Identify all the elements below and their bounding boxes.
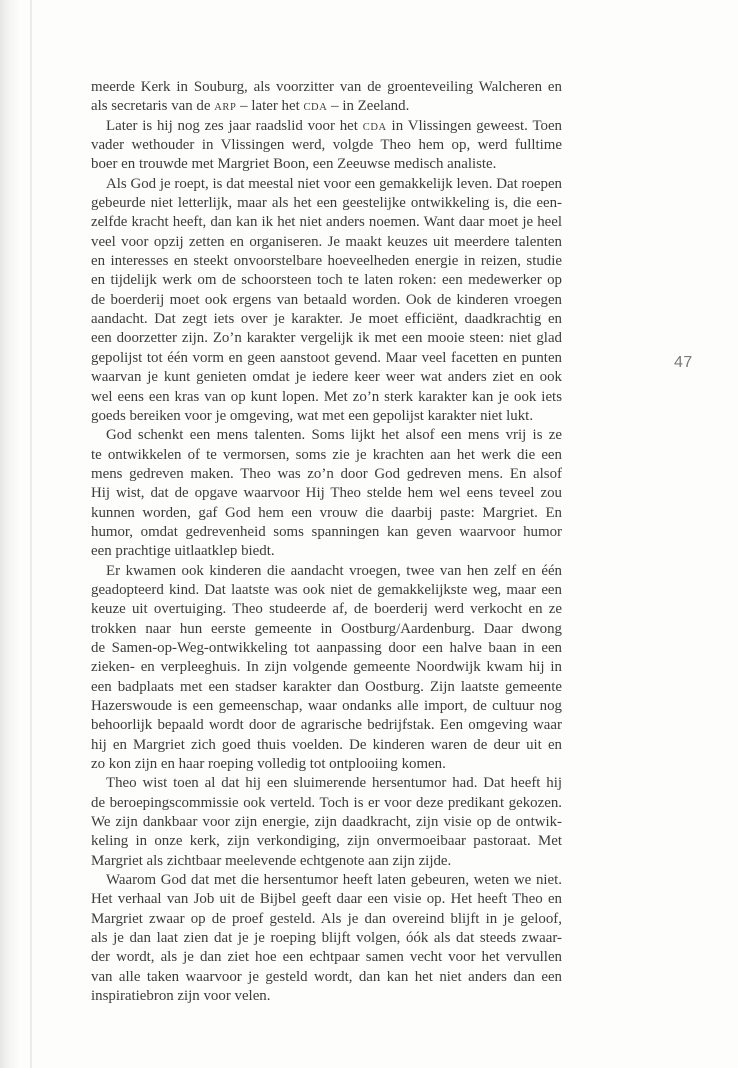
text-line: meerde Kerk in Souburg, als voorzitter van de groenteveiling Walcheren en: [91, 79, 562, 95]
text-line: en interesses en steekt onvoorstelbare hoeveelheden energie in reizen, studie: [91, 253, 562, 270]
text-line: boer en trouwde met Margriet Boon, een Zeeuwse medisch analiste.: [91, 156, 497, 173]
paragraph-6: [91, 774, 562, 871]
paragraph-7: [91, 871, 562, 1006]
spine-line: [30, 0, 32, 1068]
text-line: vader wethouder in Vlissingen werd, volgde Theo hem op, werd fulltime: [91, 137, 562, 154]
text-line: gepolijst tot één vorm en geen aanstoot gevend. Maar veel facetten en punten: [91, 349, 562, 366]
text-line: Margriet als zichtbaar meelevende echtgenote aan zijn zijde.: [91, 852, 452, 869]
text-line: goeds bereiken voor je omgeving, wat met een gepolijst karakter niet lukt.: [91, 407, 534, 424]
text-line: Als God je roept, is dat meestal niet voor een gemakkelijk leven. Dat roepen: [106, 175, 562, 192]
text-line: Waarom God dat met die hersentumor heeft laten gebeuren, weten we niet.: [106, 872, 562, 889]
spine-shadow: [0, 0, 20, 1068]
text-line: de boerderij moet ook ergens van betaald worden. Ook de kinderen vroegen: [91, 291, 562, 308]
text-line: de Samen-op-Weg-ontwikkeling tot aanpassing door een halve baan in een: [91, 639, 562, 656]
text-line: Het verhaal van Job uit de Bijbel geeft daar een visie op. Het heeft Theo en: [91, 891, 562, 908]
text-line: van alle taken waarvoor je gesteld wordt, dan kan het niet anders dan een: [91, 968, 562, 985]
text-line: inspiratiebron zijn voor velen.: [91, 988, 271, 1005]
text-line: te ontwikkelen of te vermorsen, soms zie je krachten aan het werk die een: [91, 446, 562, 463]
text-line: als secretaris van de ARP – later het CDA – in Zeeland.: [91, 98, 410, 115]
text-line: de beroepingscommissie ook verteld. Toch is er voor deze predikant gekozen.: [91, 794, 562, 811]
text-line: Margriet zwaar op de proef gesteld. Als je dan overeind blijft in je geloof,: [91, 910, 562, 927]
text-line: keling in onze kerk, zijn verkondiging, zijn onvermoeibaar pastoraat. Met: [91, 833, 562, 850]
text-line: als je dan laat zien dat je je roeping blijft volgen, óók als dat steeds zwaar-: [91, 930, 562, 947]
paragraph-3: [91, 175, 562, 426]
text-line: een badplaats met een stadser karakter dan Oostburg. Zijn laatste gemeente: [91, 678, 562, 695]
text-line: een doorzetter zijn. Zo’n karakter vergelijk ik met een mooie steen: niet glad: [91, 330, 562, 347]
acronym: CDA: [362, 121, 387, 133]
text-line: Hij wist, dat de opgave waarvoor Hij Theo stelde hem wel eens teveel zou: [91, 485, 562, 502]
text-line: gebeurde niet letterlijk, maar als het een geestelijke ontwikkeling is, die een-: [91, 195, 562, 212]
paragraph-2: [91, 117, 562, 175]
text-line: trokken naar hun eerste gemeente in Oostburg/Aardenburg. Daar dwong: [91, 620, 562, 637]
text-line: Later is hij nog zes jaar raadslid voor het CDA in Vlissingen geweest. Toen: [106, 117, 562, 134]
text-line: der wordt, als je dan ziet hoe een echtpaar samen vecht voor het vervullen: [91, 949, 562, 966]
acronym: CDA: [303, 102, 328, 114]
text-line: en tijdelijk werk om de schoorsteen toch te laten roken: een medewerker op: [91, 272, 562, 289]
text-line: aandacht. Dat zegt iets over je karakter. Je moet efficiënt, daadkrachtig en: [91, 311, 562, 328]
acronym: ARP: [214, 102, 237, 114]
text-line: veel voor opzij zetten en organiseren. Je maakt keuzes uit meerdere talenten: [91, 233, 562, 250]
text-line: Hazerswoude is een gemeenschap, waar ondanks alle import, de cultuur nog: [91, 698, 562, 714]
text-line: kunnen worden, gaf God hem een vrouw die daarbij paste: Margriet. En: [91, 504, 562, 521]
text-line: mens gedreven maken. Theo was zo’n door God gedreven mens. En alsof: [91, 465, 562, 482]
body-text: [91, 78, 562, 1007]
paragraph-5: [91, 562, 562, 775]
text-line: behoorlijk bepaald wordt door de agrarische bedrijfstak. Een omgeving waar: [91, 717, 562, 734]
text-line: keuze uit overtuiging. Theo studeerde af, de boerderij werd verkocht en ze: [91, 601, 562, 618]
text-line: zo kon zijn en haar roeping volledig tot ontplooiing komen.: [91, 756, 446, 773]
text-line: God schenkt een mens talenten. Soms lijkt het alsof een mens vrij is ze: [106, 427, 562, 444]
text-line: We zijn dankbaar voor zijn energie, zijn daadkracht, zijn visie op de ontwik-: [91, 814, 562, 831]
text-line: Er kwamen ook kinderen die aandacht vroegen, twee van hen zelf en één: [106, 562, 562, 579]
text-line: Theo wist toen al dat hij een sluimerende hersentumor had. Dat heeft hij: [106, 775, 562, 792]
paragraph-1: [91, 78, 562, 117]
text-line: een prachtige uitlaatklep biedt.: [91, 543, 275, 560]
text-line: wel eens een kras van op kunt lopen. Met zo’n sterk karakter kan je ook iets: [91, 388, 562, 405]
text-line: zelfde kracht heeft, dan kan ik het niet anders noemen. Want daar moet je heel: [91, 214, 562, 231]
text-line: waarvan je kunt genieten omdat je iedere keer weer wat anders ziet en ook: [91, 369, 562, 386]
paragraph-4: [91, 426, 562, 561]
text-line: geadopteerd kind. Dat laatste was ook niet de gemakkelijkste weg, maar een: [91, 581, 562, 598]
text-line: humor, omdat gedrevenheid soms spanningen kan geven waarvoor humor: [91, 523, 562, 540]
text-line: zieken- en verpleeghuis. In zijn volgende gemeente Noordwijk kwam hij in: [91, 659, 562, 676]
page-number: 47: [674, 354, 693, 371]
text-line: hij en Margriet zich goed thuis voelden. De kinderen waren de deur uit en: [91, 736, 562, 753]
